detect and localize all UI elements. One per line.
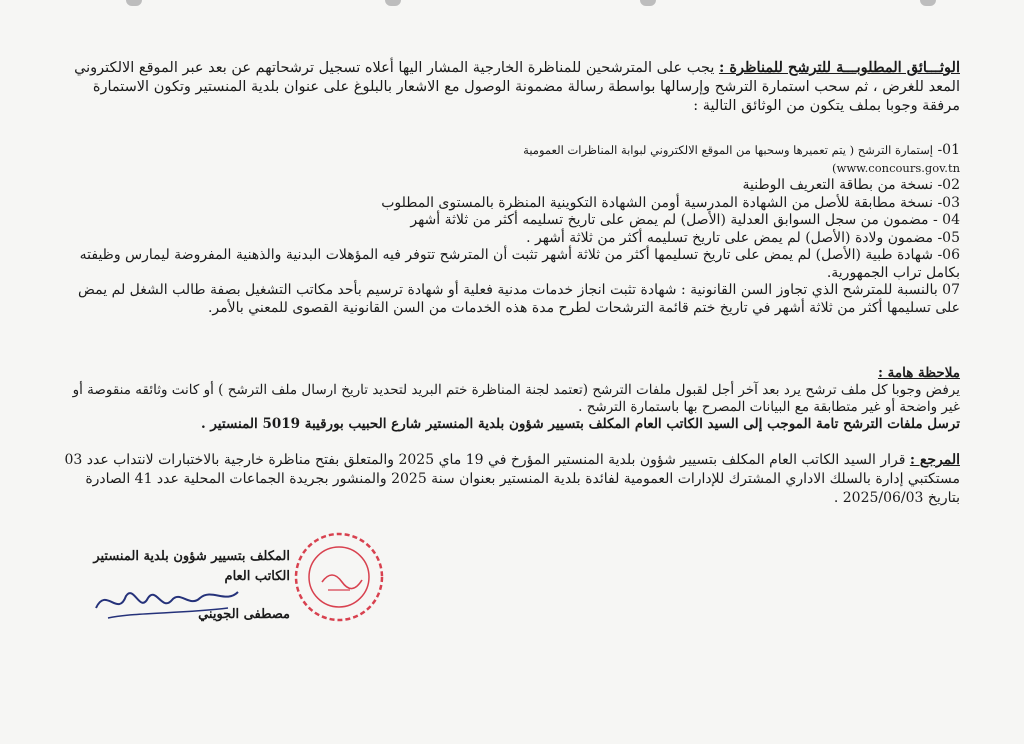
list-item: 06- شهادة طبية (الأصل) لم يمض على تاريخ تسليمها أكثر من ثلاثة أشهر تثبت أن المترشح تتوفر فيه المؤهلات البدنية والذهنية المفروضة ليمارس وظيفته بكامل تراب الجمهورية. [79, 247, 960, 281]
reference-title: المرجع : [909, 452, 960, 468]
handwritten-signature [88, 578, 258, 626]
list-item: 02- نسخة من بطاقة التعريف الوطنية [742, 177, 960, 193]
portal-url: (www.concours.gov.tn [831, 160, 960, 175]
signature-line-3: مصطفى الجويني [198, 607, 290, 622]
list-item: 07 بالنسبة للمترشح الذي تجاوز السن القانونية : شهادة تثبت انجاز خدمات مدنية فعلية أو شهادة ترسيم بأحد مكاتب التشغيل بصفة طالب الشغل لم يمض على تسليمها أكثر من ثلاثة أشهر في تاريخ ختم قائمة الترشحات لطرح مدة هذه الخدمات من السن القانونية القصوى للمعني بالأمر. [78, 282, 960, 316]
top-edge-marks [0, 0, 1024, 10]
list-item: 04 - مضمون من سجل السوابق العدلية (الأصل) لم يمض على تاريخ تسليمه أكثر من ثلاثة أشهر [410, 212, 960, 228]
note-text: يرفض وجوبا كل ملف ترشح يرد بعد آخر أجل لقبول ملفات الترشح (تعتمد لجنة المناظرة ختم البريد لتحديد تاريخ ارسال ملف الترشح ) أو كانت وثائقه منقوصة أو غير واضحة أو غير متطابقة مع البيانات المصرح بها باستمارة الترشح . [72, 382, 960, 415]
document-body [60, 58, 960, 508]
intro-paragraph [60, 58, 960, 116]
official-stamp [292, 530, 386, 624]
signature-line-2: الكاتب العام [224, 569, 290, 584]
important-note [60, 365, 960, 433]
reference-text: قرار السيد الكاتب العام المكلف بتسيير شؤون بلدية المنستير المؤرخ في 19 ماي 2025 والمتعلق بفتح مناظرة خارجية بالاختبارات لانتداب عدد 03 مستكتبي إدارة بالسلك الاداري المشترك للإدارات العمومية لفائدة بلدية المنستير بعنوان سنة 2025 والمنشور بجريدة الجماعات المحلية عدد 41 الصادرة بتاريخ 2025/06/03 . [64, 452, 960, 506]
intro-text: يجب على المترشحين للمناظرة الخارجية المشار اليها أعلاه تسجيل ترشحاتهم عن بعد عبر الموقع الالكتروني المعد للغرض ، ثم سحب استمارة الترشح وإرسالها بواسطة رسالة مضمونة الوصول مع الاشعار بالبلوغ على عنوان بلدية المنستير وتكون الاستمارة مرفقة وجوبا بملف يتكون من الوثائق التالية : [74, 60, 960, 114]
section-heading: الوثـــائق المطلوبـــة للترشح للمناظرة : [718, 59, 960, 76]
reference-section [60, 451, 960, 508]
note-bold-text: ترسل ملفات الترشح تامة الموجب إلى السيد الكاتب العام المكلف بتسيير شؤون بلدية المنستير شارع الحبيب بورقيبة 5019 المنستير . [200, 416, 960, 432]
list-item: 05- مضمون ولادة (الأصل) لم يمض على تاريخ تسليمه أكثر من ثلاثة أشهر . [526, 229, 960, 246]
list-item: 03- نسخة مطابقة للأصل من الشهادة المدرسية أومن الشهادة التكوينية المنظرة بالمستوى المطلوب [381, 194, 960, 211]
note-title: ملاحظة هامة : [877, 365, 960, 381]
documents-list [60, 142, 960, 317]
signature-line-1: المكلف بتسيير شؤون بلدية المنستير [93, 549, 290, 564]
list-item: 01- إستمارة الترشح ( يتم تعميرها وسحبها من الموقع الالكتروني لبوابة المناظرات العمومية (www.concours.gov.tn [523, 142, 960, 175]
